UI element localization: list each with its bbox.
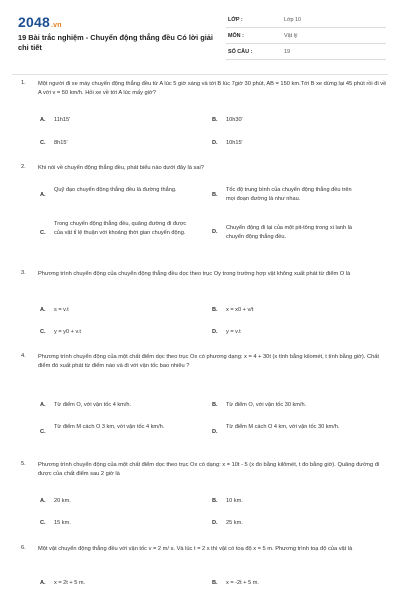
- meta-value: Lớp 10: [284, 17, 302, 23]
- meta-value: Vật lý: [284, 33, 298, 39]
- option-letter: D.: [212, 229, 218, 235]
- document-title: 19 Bài trắc nghiệm - Chuyển động thẳng đều Có lời giải chi tiết: [18, 33, 213, 52]
- option-text: y = y0 + v.t: [54, 329, 81, 335]
- option-letter: A.: [40, 498, 46, 504]
- question-stem: Khi nói về chuyển động thẳng đều, phát biểu nào dưới đây là sai?: [38, 165, 204, 171]
- question-stem: Phương trình chuyển động của một chất điểm dọc theo trục Ox có dạng: x = 10t - 5 (x đo bằng kilômét, t đo bằng giờ). Quãng đường đi được của chất điểm sau 2 giờ là: [38, 462, 380, 478]
- option-text: 20 km.: [54, 498, 71, 504]
- meta-row-subject: [226, 28, 386, 44]
- page-header: [0, 0, 400, 72]
- question-stem: Phương trình chuyển động của chuyển động thẳng đều dọc theo trục Oy trong trường hợp vật không xuất phát từ điểm O là: [38, 271, 351, 277]
- option-text: s = v.t: [54, 307, 69, 313]
- option-text: y = v.t: [226, 329, 241, 335]
- logo-text: 2048: [18, 14, 50, 30]
- option-text: Quỹ đạo chuyển động thẳng đều là đường thẳng.: [54, 187, 177, 193]
- option-text: Từ điểm M cách O 4 km, với vận tốc 30 km/h.: [226, 424, 340, 430]
- option-text: x = -2t + 5 m.: [226, 580, 259, 586]
- option-text: 10h30': [226, 117, 243, 123]
- option-letter: A.: [40, 192, 46, 198]
- question-number: 2.: [21, 164, 26, 170]
- option-letter: D.: [212, 329, 218, 335]
- question-number: 4.: [21, 353, 26, 359]
- meta-value: 19: [284, 49, 290, 55]
- option-letter: B.: [212, 580, 218, 586]
- question-number: 6.: [21, 545, 26, 551]
- meta-row-class: [226, 12, 386, 28]
- question-stem: Phương trình chuyển động của một chất điểm dọc theo trục Ox có phương dạng: x = 4 + 30t (x tính bằng kilomét, t tính bằng giờ). Chất điểm đó xuất phát từ điểm nào và đi với vận tốc bao nhiêu ?: [38, 354, 379, 370]
- option-letter: B.: [212, 402, 218, 408]
- option-letter: B.: [212, 307, 218, 313]
- site-logo[interactable]: [18, 14, 62, 30]
- option-text: Trong chuyển động thẳng đều, quãng đường đi được của vật tỉ lệ thuận với khoảng thời gian chuyển động.: [54, 221, 187, 236]
- meta-key: SỐ CÂU :: [228, 49, 253, 55]
- option-letter: B.: [212, 192, 218, 198]
- option-letter: C.: [40, 329, 46, 335]
- option-text: 10h15': [226, 140, 243, 146]
- option-letter: B.: [212, 117, 218, 123]
- meta-key: LỚP :: [228, 17, 243, 23]
- option-text: Từ điểm O, với vận tốc 4 km/h.: [54, 402, 132, 408]
- option-text: 25 km.: [226, 520, 243, 526]
- option-letter: D.: [212, 429, 218, 435]
- question-number: 3.: [21, 270, 26, 276]
- option-letter: C.: [40, 230, 46, 236]
- option-letter: A.: [40, 580, 46, 586]
- option-text: Chuyển động đi lại của một pit-tông trong xi lanh là chuyển động thẳng đều.: [226, 225, 352, 240]
- option-text: 8h15': [54, 140, 68, 146]
- option-letter: A.: [40, 307, 46, 313]
- option-letter: D.: [212, 520, 218, 526]
- meta-key: MÔN :: [228, 33, 244, 39]
- option-letter: C.: [40, 520, 46, 526]
- option-text: Tốc độ trung bình của chuyển động thẳng đều trên mọi đoạn đường là như nhau.: [226, 187, 352, 202]
- option-letter: A.: [40, 117, 46, 123]
- option-letter: C.: [40, 140, 46, 146]
- question-stem: Một vật chuyển động thẳng đều với vận tốc v = 2 m/ s. Và lúc t = 2 s thì vật có toạ độ x = 5 m. Phương trình toạ độ của vật là: [38, 546, 353, 552]
- option-text: 15 km.: [54, 520, 71, 526]
- option-text: Từ điểm M cách O 3 km, với vận tốc 4 km/h.: [54, 424, 165, 430]
- option-letter: D.: [212, 140, 218, 146]
- option-text: 11h15': [54, 117, 71, 123]
- option-letter: A.: [40, 402, 46, 408]
- option-text: x = x0 + v/t: [226, 307, 254, 313]
- question-number: 5.: [21, 461, 26, 467]
- document-meta: [226, 12, 386, 60]
- option-letter: C.: [40, 429, 46, 435]
- logo-suffix: .vn: [50, 22, 62, 29]
- option-text: x = 2t + 5 m.: [54, 580, 86, 586]
- option-letter: B.: [212, 498, 218, 504]
- meta-row-count: [226, 44, 386, 60]
- option-text: 10 km.: [226, 498, 243, 504]
- question-number: 1.: [21, 80, 26, 86]
- option-text: Từ điểm O, với vận tốc 30 km/h.: [226, 402, 307, 408]
- question-stem: Một người đi xe máy chuyển động thẳng đều từ A lúc 5 giờ sáng và tới B lúc 7giờ 30 phút, AB = 150 km.Tới B xe dừng lại 45 phút rồi đi về A với v = 50 km/h. Hỏi xe về tới A lúc mấy giờ?: [38, 81, 387, 97]
- header-divider: [12, 74, 388, 75]
